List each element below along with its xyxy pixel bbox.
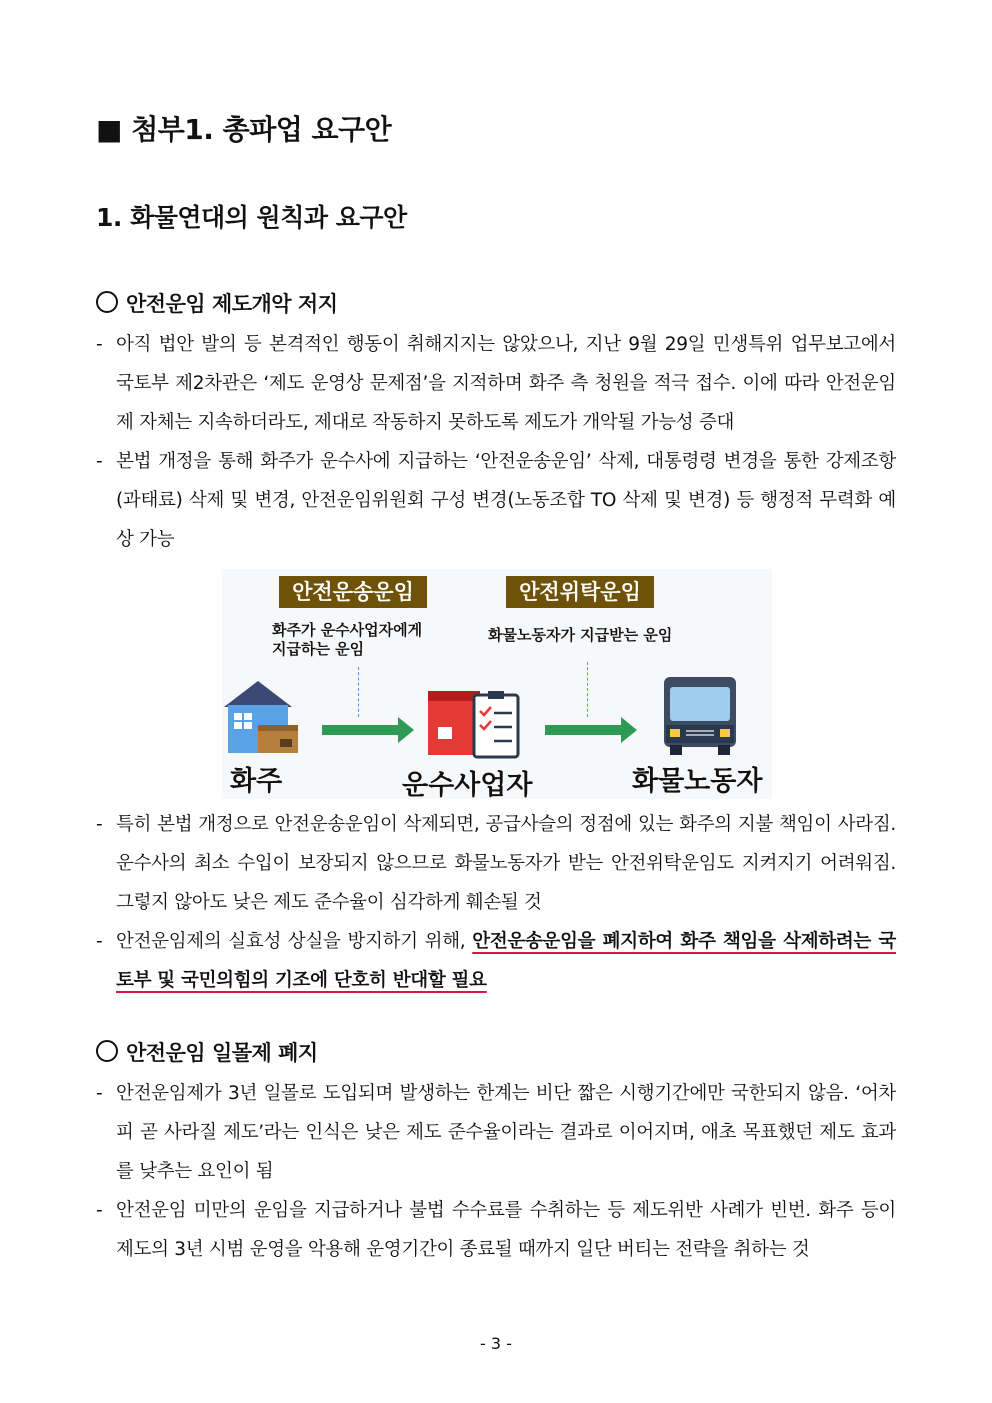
page-title: ■ 첨부1. 총파업 요구안: [96, 113, 392, 146]
topic-heading-text: 안전운임 일몰제 폐지: [126, 1041, 318, 1065]
label-safe-consignment-rate: 안전위탁운임: [506, 576, 654, 608]
desc-line: 화주가 운수사업자에게: [272, 621, 423, 639]
label-safe-transport-rate: 안전운송운임: [279, 576, 427, 608]
topic-1-bullets-b: [96, 805, 896, 1000]
circle-bullet-icon: [96, 1040, 118, 1062]
topic-heading: [96, 1037, 318, 1067]
highlighted-demand: 안전운송운임을 폐지하여 화주 책임을 삭제하려는 국토부 및 국민의힘의 기조에 단호히 반대할 필요: [116, 931, 896, 991]
topic-heading: [96, 288, 337, 318]
dash-marker: -: [96, 451, 103, 472]
dashed-connector: [587, 662, 588, 717]
node-shipper-label: 화주: [230, 766, 283, 797]
list-item: [96, 442, 896, 559]
dash-marker: -: [96, 931, 103, 952]
list-item: [96, 805, 896, 922]
bullet-text: 안전운임제가 3년 일몰로 도입되며 발생하는 한계는 비단 짧은 시행기간에만 국한되지 않음. ‘어차피 곧 사라질 제도’라는 인식은 낮은 제도 준수율이라는 결과로 이어지며, 애초 목표했던 제도 효과를 낮추는 요인이 됨: [116, 1083, 896, 1182]
list-item: [96, 325, 896, 442]
topic-heading-text: 안전운임 제도개악 저지: [126, 292, 338, 316]
bullet-text: 본법 개정을 통해 화주가 운수사에 지급하는 ‘안전운송운임’ 삭제, 대통령령 변경을 통한 강제조항(과태료) 삭제 및 변경, 안전운임위원회 구성 변경(노동조합 TO 삭제 및 변경) 등 행정적 무력화 예상 가능: [116, 451, 896, 550]
dash-marker: -: [96, 1200, 103, 1221]
circle-bullet-icon: [96, 291, 118, 313]
section-title: 1. 화물연대의 원칙과 요구안: [96, 203, 407, 232]
dash-marker: -: [96, 334, 103, 355]
freight-rate-diagram: [222, 569, 772, 799]
bullet-text: 안전운임 미만의 운임을 지급하거나 불법 수수료를 수취하는 등 제도위반 사례가 빈번. 화주 등이 제도의 3년 시범 운영을 악용해 운영기간이 종료될 때까지 일단 버티는 전략을 취하는 것: [116, 1200, 896, 1260]
arrow-right-icon: [545, 725, 623, 735]
list-item: [96, 1191, 896, 1269]
node-carrier-label: 운수사업자: [402, 770, 533, 801]
node-worker-label: 화물노동자: [632, 766, 763, 797]
list-item: [96, 922, 896, 1000]
truck-icon: [662, 675, 738, 757]
desc-line: 지급하는 운임: [272, 640, 365, 658]
topic-2-bullets: [96, 1074, 896, 1269]
list-item: [96, 1074, 896, 1191]
bullet-text: 아직 법안 발의 등 본격적인 행동이 취해지지는 않았으나, 지난 9월 29일 민생특위 업무보고에서 국토부 제2차관은 ‘제도 운영상 문제점’을 지적하며 화주 측 청원을 적극 접수. 이에 따라 안전운임제 자체는 지속하더라도, 제대로 작동하지 못하도록 제도가 개악될 가능성 증대: [116, 334, 896, 433]
page-number: - 3 -: [480, 1334, 512, 1353]
topic-1-bullets-a: [96, 325, 896, 559]
house-with-box-icon: [222, 675, 302, 755]
arrow-right-icon: [322, 725, 400, 735]
dash-marker: -: [96, 814, 103, 835]
desc-shipper-pays: [272, 621, 422, 659]
desc-worker-receives: 화물노동자가 지급받는 운임: [488, 626, 673, 644]
bullet-text: 안전운임제의 실효성 상실을 방지하기 위해,: [116, 931, 473, 952]
dashed-connector: [358, 667, 359, 717]
clipboard-box-icon: [424, 685, 522, 759]
bullet-text: 특히 본법 개정으로 안전운송운임이 삭제되면, 공급사슬의 정점에 있는 화주의 지불 책임이 사라짐. 운수사의 최소 수입이 보장되지 않으므로 화물노동자가 받는 안전위탁운임도 지켜지기 어려워짐. 그렇지 않아도 낮은 제도 준수율이 심각하게 훼손될 것: [116, 814, 896, 913]
dash-marker: -: [96, 1083, 103, 1104]
